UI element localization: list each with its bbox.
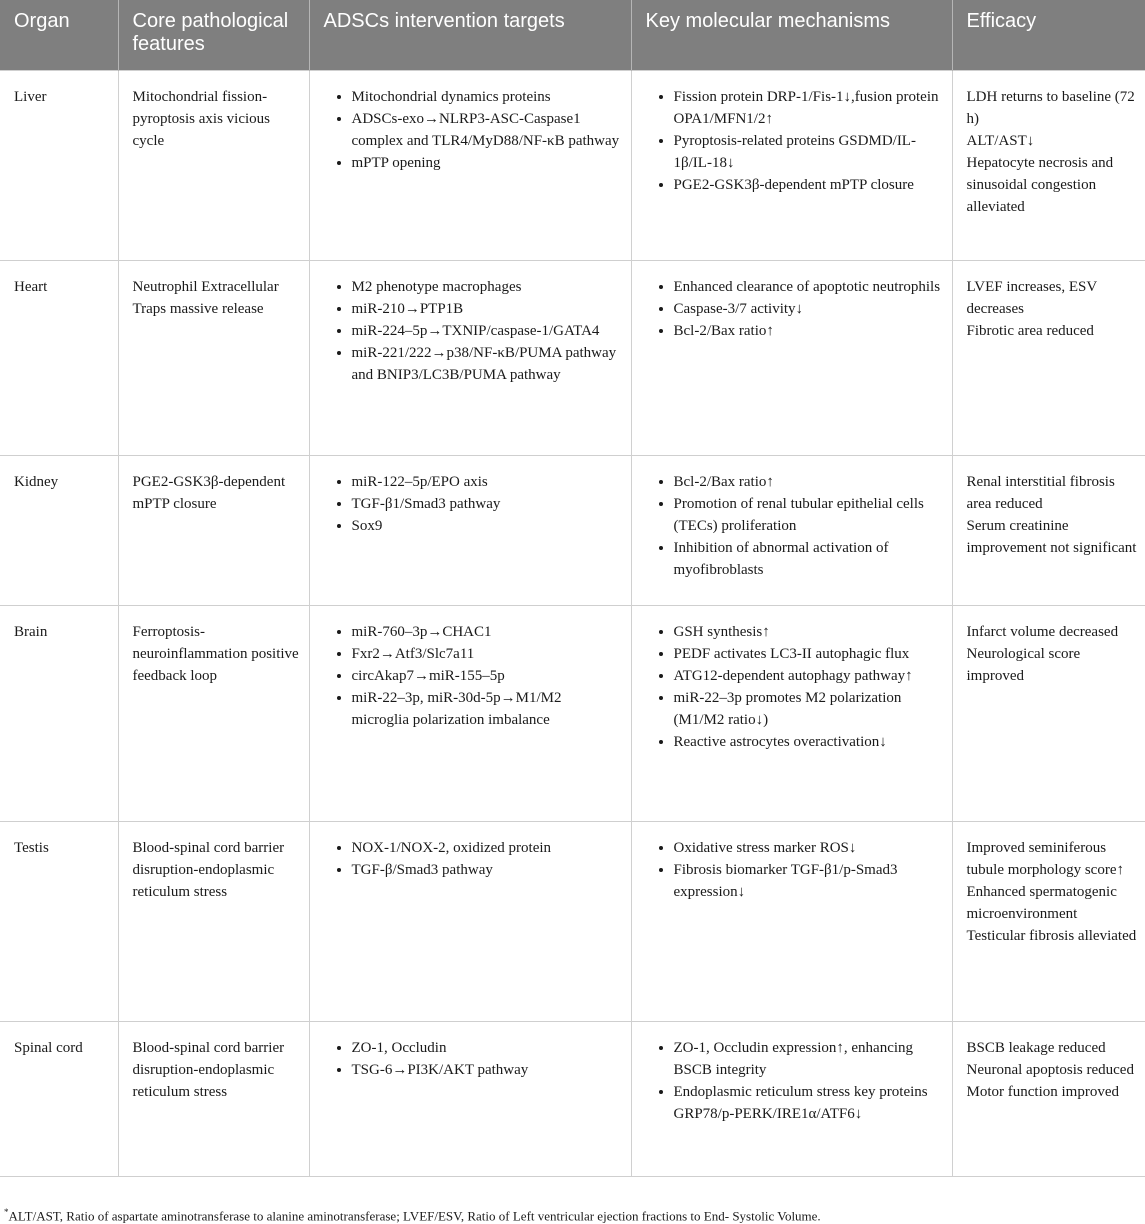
list-item: • miR-210→PTP1B	[352, 298, 623, 320]
efficacy-line: Enhanced spermatogenic microenvironment	[966, 883, 1117, 922]
organ-cell: Testis	[0, 821, 118, 1021]
list-item: • miR-221/222→p38/NF-κB/PUMA pathway and BNIP3/LC3B/PUMA pathway	[352, 342, 623, 386]
list-item: • circAkap7→miR-155–5p	[352, 665, 623, 687]
mechanisms-cell	[631, 70, 952, 260]
organ-cell: Heart	[0, 260, 118, 455]
organ-cell: Liver	[0, 70, 118, 260]
features-cell: Mitochondrial fission-pyroptosis axis vicious cycle	[118, 70, 309, 260]
footnote-text: ALT/AST, Ratio of aspartate aminotransferase to alanine aminotransferase; LVEF/ESV, Ratio of Left ventricular ejection fractions to End- Systolic Volume.	[8, 1208, 821, 1224]
list-item: • Oxidative stress marker ROS↓	[674, 837, 944, 859]
list-item: • Sox9	[352, 515, 623, 537]
efficacy-line: Hepatocyte necrosis and sinusoidal congestion alleviated	[966, 154, 1114, 215]
organ-cell: Spinal cord	[0, 1021, 118, 1176]
features-cell: Blood-spinal cord barrier disruption-endoplasmic reticulum stress	[118, 821, 309, 1021]
table-row	[0, 1021, 1145, 1176]
organ-cell: Kidney	[0, 455, 118, 605]
list-item: • TGF-β1/Smad3 pathway	[352, 493, 623, 515]
table-row	[0, 605, 1145, 821]
list-item: • Inhibition of abnormal activation of myofibroblasts	[674, 537, 944, 581]
header-core-features: Core pathological features	[118, 0, 309, 70]
header-intervention-targets: ADSCs intervention targets	[309, 0, 631, 70]
features-cell: Blood-spinal cord barrier disruption-endoplasmic reticulum stress	[118, 1021, 309, 1176]
targets-cell	[309, 821, 631, 1021]
list-item: • ZO-1, Occludin	[352, 1037, 623, 1059]
list-item: • Fission protein DRP-1/Fis-1↓,fusion protein OPA1/MFN1/2↑	[674, 86, 944, 130]
organ-cell: Brain	[0, 605, 118, 821]
list-item: • mPTP opening	[352, 152, 623, 174]
features-cell: Ferroptosis-neuroinflammation positive feedback loop	[118, 605, 309, 821]
efficacy-line: LVEF increases, ESV decreases	[966, 278, 1097, 317]
efficacy-line: BSCB leakage reduced	[966, 1039, 1106, 1056]
list-item: • Caspase-3/7 activity↓	[674, 298, 944, 320]
footnote-mark: *	[4, 1207, 9, 1217]
mechanisms-cell	[631, 821, 952, 1021]
list-item: • Pyroptosis-related proteins GSDMD/IL-1β/IL-18↓	[674, 130, 944, 174]
list-item: • Endoplasmic reticulum stress key proteins GRP78/p-PERK/IRE1α/ATF6↓	[674, 1081, 944, 1125]
list-item: • Reactive astrocytes overactivation↓	[674, 731, 944, 753]
list-item: • miR-224–5p→TXNIP/caspase-1/GATA4	[352, 320, 623, 342]
header-organ: Organ	[0, 0, 118, 70]
efficacy-line: Neuronal apoptosis reduced	[966, 1061, 1134, 1078]
list-item: • miR-122–5p/EPO axis	[352, 471, 623, 493]
list-item: • GSH synthesis↑	[674, 621, 944, 643]
table-footnote	[4, 1207, 821, 1224]
mechanisms-cell	[631, 1021, 952, 1176]
table-header-row	[0, 0, 1145, 70]
mechanisms-cell	[631, 260, 952, 455]
list-item: • Mitochondrial dynamics proteins	[352, 86, 623, 108]
header-efficacy: Efficacy	[952, 0, 1145, 70]
list-item: • PEDF activates LC3-II autophagic flux	[674, 643, 944, 665]
list-item: • Enhanced clearance of apoptotic neutrophils	[674, 276, 944, 298]
efficacy-line: Motor function improved	[966, 1083, 1119, 1100]
efficacy-line: Serum creatinine improvement not significant	[966, 517, 1137, 556]
mechanisms-cell	[631, 605, 952, 821]
list-item: • miR-22–3p, miR-30d-5p→M1/M2 microglia polarization imbalance	[352, 687, 623, 731]
list-item: • ADSCs-exo→NLRP3-ASC-Caspase1 complex and TLR4/MyD88/NF-κB pathway	[352, 108, 623, 152]
list-item: • ZO-1, Occludin expression↑, enhancing BSCB integrity	[674, 1037, 944, 1081]
efficacy-line: Fibrotic area reduced	[966, 322, 1094, 339]
targets-cell	[309, 70, 631, 260]
efficacy-line: Infarct volume decreased	[966, 623, 1119, 640]
efficacy-cell	[952, 605, 1145, 821]
efficacy-line: Testicular fibrosis alleviated	[966, 927, 1137, 944]
efficacy-cell	[952, 1021, 1145, 1176]
targets-cell	[309, 260, 631, 455]
list-item: • Bcl-2/Bax ratio↑	[674, 320, 944, 342]
list-item: • Promotion of renal tubular epithelial cells (TECs) proliferation	[674, 493, 944, 537]
features-cell: PGE2-GSK3β-dependent mPTP closure	[118, 455, 309, 605]
list-item: • TSG-6→PI3K/AKT pathway	[352, 1059, 623, 1081]
efficacy-line: Neurological score improved	[966, 645, 1081, 684]
table-row	[0, 455, 1145, 605]
efficacy-cell	[952, 821, 1145, 1021]
list-item: • ATG12-dependent autophagy pathway↑	[674, 665, 944, 687]
mechanisms-cell	[631, 455, 952, 605]
list-item: • Fxr2→Atf3/Slc7a11	[352, 643, 623, 665]
efficacy-line: LDH returns to baseline (72 h)	[966, 88, 1135, 127]
efficacy-line: Improved seminiferous tubule morphology score↑	[966, 839, 1124, 878]
efficacy-cell	[952, 455, 1145, 605]
list-item: • M2 phenotype macrophages	[352, 276, 623, 298]
list-item: • miR-760–3p→CHAC1	[352, 621, 623, 643]
list-item: • miR-22–3p promotes M2 polarization (M1/M2 ratio↓)	[674, 687, 944, 731]
efficacy-line: Renal interstitial fibrosis area reduced	[966, 473, 1115, 512]
efficacy-cell	[952, 260, 1145, 455]
list-item: • TGF-β/Smad3 pathway	[352, 859, 623, 881]
header-molecular-mechanisms: Key molecular mechanisms	[631, 0, 952, 70]
list-item: • Bcl-2/Bax ratio↑	[674, 471, 944, 493]
table-row	[0, 260, 1145, 455]
list-item: • NOX-1/NOX-2, oxidized protein	[352, 837, 623, 859]
table-row	[0, 70, 1145, 260]
efficacy-line: ALT/AST↓	[966, 132, 1035, 149]
targets-cell	[309, 605, 631, 821]
list-item: • Fibrosis biomarker TGF-β1/p-Smad3 expression↓	[674, 859, 944, 903]
features-cell: Neutrophil Extracellular Traps massive release	[118, 260, 309, 455]
targets-cell	[309, 455, 631, 605]
list-item: • PGE2-GSK3β-dependent mPTP closure	[674, 174, 944, 196]
targets-cell	[309, 1021, 631, 1176]
efficacy-cell	[952, 70, 1145, 260]
table-row	[0, 821, 1145, 1021]
